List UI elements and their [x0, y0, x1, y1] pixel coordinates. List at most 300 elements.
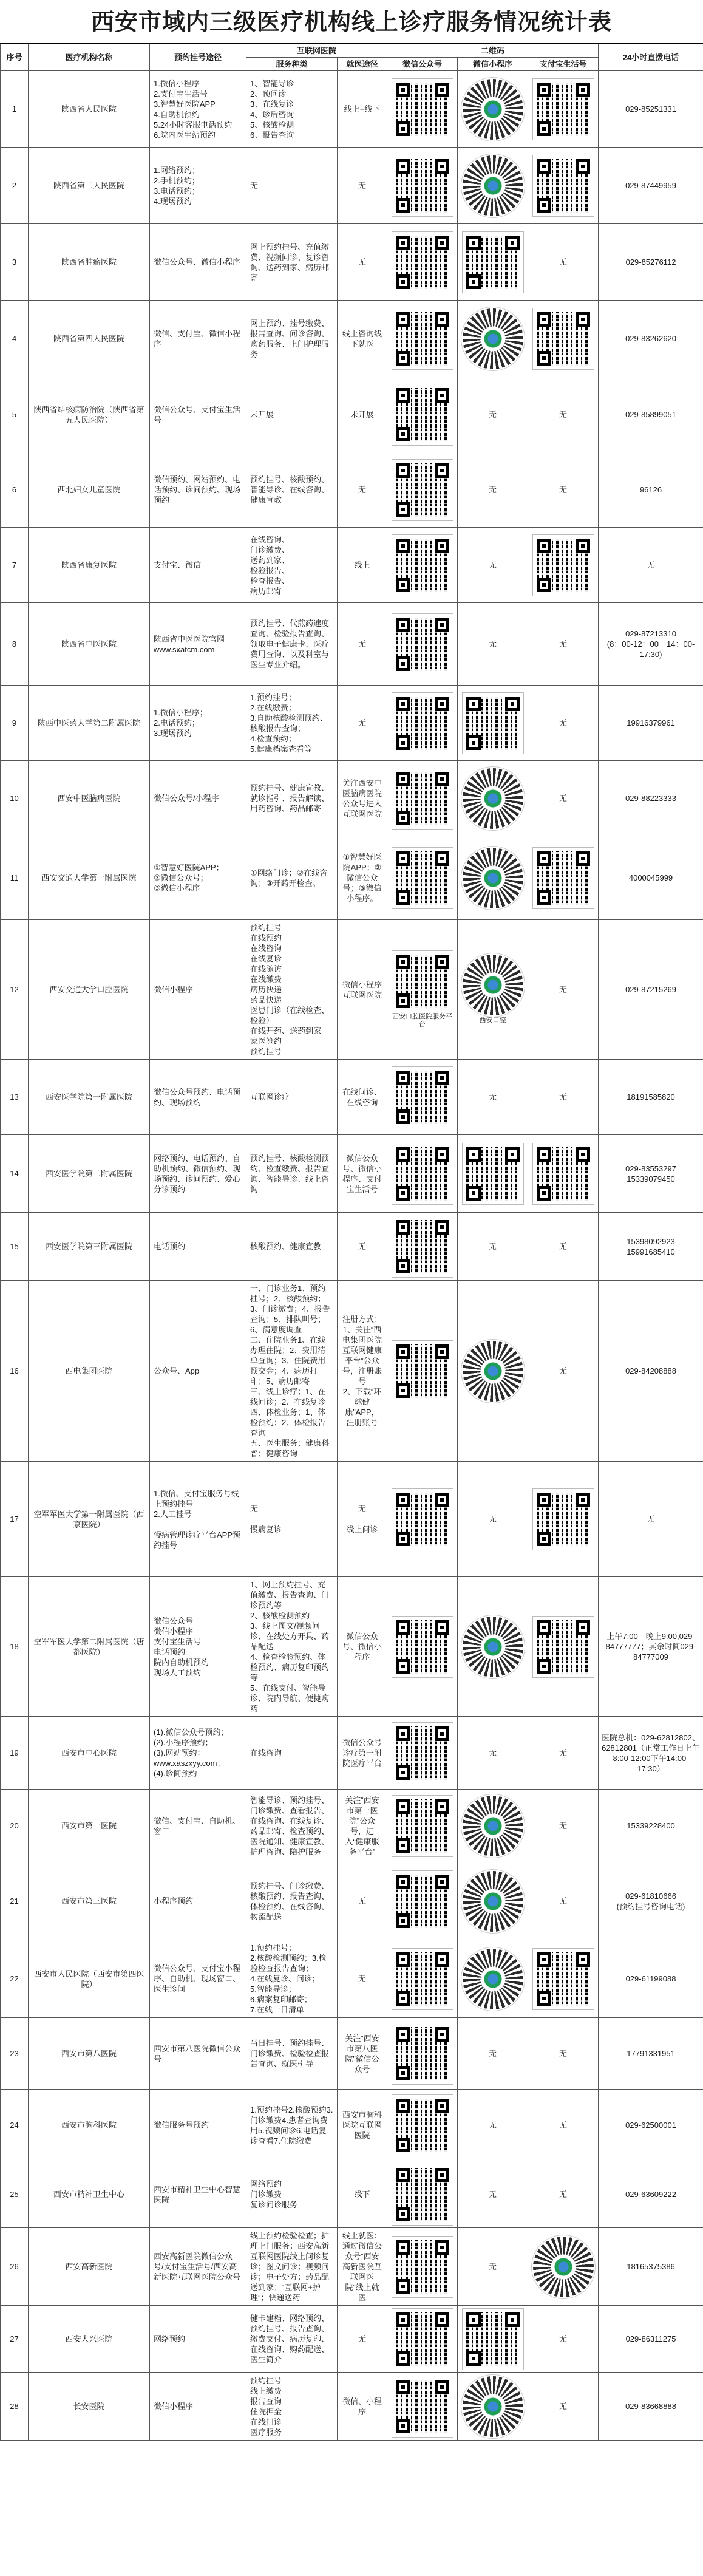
row-number: 15 [1, 1213, 29, 1281]
qr-finder-pattern [505, 697, 520, 711]
qr-code-icon[interactable] [392, 693, 453, 754]
alipay-qr-none: 无 [559, 794, 568, 803]
qr-code-icon[interactable] [392, 848, 453, 908]
miniprogram-code-icon[interactable] [463, 955, 523, 1015]
row-number: 16 [1, 1281, 29, 1462]
qr-code-icon[interactable] [392, 1216, 453, 1277]
row-number: 6 [1, 452, 29, 528]
qr-finder-pattern [396, 1838, 410, 1853]
hotline-number: 029-63609222 [599, 2161, 703, 2228]
qr-code-icon[interactable] [392, 2095, 453, 2156]
appointment-channels: 网络预约 [150, 2306, 246, 2373]
header-internet-hospital: 互联网医院 [246, 44, 387, 58]
qr-finder-pattern [435, 312, 449, 327]
visit-entry: 微信小程序互联网医院 [338, 920, 387, 1060]
miniprogram-qr-cell [458, 836, 528, 920]
alipay-qr-cell [528, 2018, 599, 2090]
qr-finder-pattern [396, 1765, 410, 1780]
miniprogram-code-icon[interactable] [533, 2237, 594, 2297]
page-title: 西安市域内三级医疗机构线上诊疗服务情况统计表 [0, 0, 703, 44]
miniprogram-qr-cell [458, 224, 528, 301]
qr-code-icon[interactable] [463, 693, 523, 754]
qr-finder-pattern [396, 811, 410, 825]
table-row [1, 1060, 703, 1135]
wechat-qr-cell [387, 301, 458, 377]
qr-finder-pattern [396, 2419, 410, 2433]
appointment-channels: 公众号、App [150, 1281, 246, 1462]
hospital-name: 西安中医脑病医院 [29, 761, 150, 836]
qr-finder-pattern [435, 1493, 449, 1507]
visit-entry: 无 [338, 686, 387, 761]
qr-code-icon[interactable] [392, 1489, 453, 1550]
qr-finder-pattern [396, 1220, 410, 1235]
service-types: 无 慢病复诊 [246, 1462, 338, 1577]
qr-finder-pattern [537, 1147, 551, 1162]
qr-finder-pattern [537, 1952, 551, 1967]
miniprogram-qr-cell [458, 528, 528, 603]
qr-finder-pattern [396, 198, 410, 213]
qr-code-icon[interactable] [533, 155, 594, 216]
table-row [1, 836, 703, 920]
alipay-qr-none: 无 [559, 718, 568, 727]
qr-finder-pattern [576, 159, 590, 174]
service-types: 未开展 [246, 377, 338, 452]
hotline-number: 医院总机：029-62812802、62812801（正常工作日上午8:00-12:00下午14:00-17:30） [599, 1717, 703, 1790]
qr-finder-pattern [396, 312, 410, 327]
row-number: 22 [1, 1940, 29, 2018]
miniprogram-code-icon[interactable] [463, 848, 523, 908]
service-types: 预约挂号 线上缴费 报告查询 住院押金 在线门诊 医疗服务 [246, 2373, 338, 2441]
qr-finder-pattern [396, 2168, 410, 2182]
table-row [1, 1717, 703, 1790]
appointment-channels: 微信小程序 [150, 2373, 246, 2441]
miniprogram-qr-cell [458, 603, 528, 686]
qr-code-icon[interactable] [392, 460, 453, 520]
qr-finder-pattern [396, 1726, 410, 1741]
qr-finder-pattern [396, 2066, 410, 2080]
qr-finder-pattern [396, 955, 410, 969]
qr-code-icon[interactable] [392, 1723, 453, 1784]
wechat-qr-cell [387, 2373, 458, 2441]
qr-caption: 西安口腔医院服务平台 [392, 1012, 453, 1028]
miniprogram-qr-cell [458, 148, 528, 224]
hotline-number: 029-87213310 (8：00-12：00 14：00-17:30) [599, 603, 703, 686]
qr-finder-pattern [396, 236, 410, 250]
qr-finder-pattern [435, 2240, 449, 2255]
miniprogram-code-icon[interactable] [463, 768, 523, 829]
qr-finder-pattern [537, 83, 551, 97]
qr-finder-pattern [435, 1620, 449, 1635]
appointment-channels: 1.微信小程序 2.支付宝生活号 3.智慧好医院APP 4.自助机预约 5.24小时客服电话预约 6.院内医生站预约 [150, 71, 246, 148]
qr-code-icon[interactable] [392, 1143, 453, 1204]
hospital-name: 西安市人民医院（西安市第四医院） [29, 1940, 150, 2018]
qr-finder-pattern [396, 159, 410, 174]
qr-finder-pattern [537, 890, 551, 905]
header-name: 医疗机构名称 [29, 44, 150, 71]
qr-code-icon[interactable] [392, 2023, 453, 2084]
appointment-channels: 西安市第八医院微信公众号 [150, 2018, 246, 2090]
header-no: 序号 [1, 44, 29, 71]
qr-finder-pattern [435, 1071, 449, 1085]
hospital-name: 西安医学院第一附属医院 [29, 1060, 150, 1135]
miniprogram-qr-cell [458, 1135, 528, 1213]
table-row [1, 686, 703, 761]
qr-code-icon[interactable] [533, 535, 594, 596]
wechat-qr-cell [387, 836, 458, 920]
table-row [1, 2373, 703, 2441]
qr-finder-pattern [435, 2312, 449, 2327]
visit-entry: 无 [338, 148, 387, 224]
qr-code-icon[interactable] [392, 2164, 453, 2225]
miniprogram-qr-cell [458, 71, 528, 148]
qr-code-icon[interactable] [533, 1489, 594, 1550]
qr-finder-pattern [435, 618, 449, 632]
qr-finder-pattern [505, 1147, 520, 1162]
qr-code-icon[interactable] [392, 1617, 453, 1677]
qr-finder-pattern [435, 1344, 449, 1359]
hotline-number: 029-83553297 15339079450 [599, 1135, 703, 1213]
hospital-name: 西安市精神卫生中心 [29, 2161, 150, 2228]
alipay-qr-none: 无 [559, 985, 568, 994]
wechat-qr-cell [387, 1060, 458, 1135]
qr-code-icon[interactable] [392, 535, 453, 596]
qr-code-icon[interactable] [463, 232, 523, 293]
alipay-qr-cell [528, 1462, 599, 1577]
row-number: 25 [1, 2161, 29, 2228]
qr-code-icon[interactable] [392, 2376, 453, 2437]
qr-finder-pattern [396, 388, 410, 403]
hotline-number: 上午7:00—晚上9:00,029-84777777；其余时间029-84777009 [599, 1577, 703, 1717]
service-types: 当日挂号、预约挂号、门诊缴费、检验检查报告查询、就医引导 [246, 2018, 338, 2090]
visit-entry: 线上就医：通过微信公众号“西安高新医院互联网医院”线上就医 [338, 2228, 387, 2306]
service-types: 1、智能导诊 2、预问诊 3、在线复诊 4、诊后咨询 5、核酸检测 6、报告查询 [246, 71, 338, 148]
qr-code-icon[interactable] [463, 2309, 523, 2370]
miniprogram-code-icon[interactable] [463, 79, 523, 140]
qr-finder-pattern [396, 539, 410, 553]
hotline-number: 029-86311275 [599, 2306, 703, 2373]
qr-finder-pattern [435, 851, 449, 866]
qr-code-icon[interactable] [392, 2309, 453, 2370]
table-row [1, 2306, 703, 2373]
wechat-qr-cell [387, 224, 458, 301]
qr-finder-pattern [537, 1659, 551, 1674]
miniprogram-qr-cell [458, 2373, 528, 2441]
qr-code-icon[interactable] [533, 1143, 594, 1204]
alipay-qr-none: 无 [559, 1242, 568, 1251]
qr-code-icon[interactable] [392, 384, 453, 445]
wechat-qr-cell [387, 2018, 458, 2090]
qr-code-icon[interactable] [392, 1949, 453, 2009]
qr-code-icon[interactable] [392, 768, 453, 829]
qr-finder-pattern [576, 1952, 590, 1967]
wechat-qr-cell [387, 920, 458, 1060]
qr-code-icon[interactable] [392, 951, 453, 1012]
service-types: 预约挂号、核酸检测预约、检查缴费、报告查询、智能导诊、线上咨询 [246, 1135, 338, 1213]
hotline-number: 029-85251331 [599, 71, 703, 148]
miniprogram-code-icon[interactable] [463, 1341, 523, 1402]
qr-finder-pattern [537, 539, 551, 553]
qr-finder-pattern [396, 2207, 410, 2221]
qr-code-icon[interactable] [533, 79, 594, 140]
service-types: 预约挂号、核酸预约、智能导诊、在线咨询、健康宣教 [246, 452, 338, 528]
miniprogram-qr-cell [458, 1940, 528, 2018]
table-row [1, 1790, 703, 1862]
qr-code-icon[interactable] [392, 614, 453, 675]
alipay-qr-cell [528, 1577, 599, 1717]
miniprogram-qr-cell [458, 1462, 528, 1577]
alipay-qr-none: 无 [559, 2049, 568, 2058]
row-number: 17 [1, 1462, 29, 1577]
qr-finder-pattern [435, 2027, 449, 2042]
miniprogram-code-icon[interactable] [463, 2376, 523, 2437]
qr-finder-pattern [396, 1259, 410, 1273]
visit-entry: 关注“西安市第一医院”公众号，进入“健康服务平台” [338, 1790, 387, 1862]
miniprogram-code-icon[interactable] [463, 308, 523, 369]
hospital-name: 陕西省结核病防治院（陕西省第五人民医院） [29, 377, 150, 452]
hotline-number: 029-88223333 [599, 761, 703, 836]
qr-finder-pattern [396, 274, 410, 289]
qr-finder-pattern [505, 2312, 520, 2327]
service-types: 智能导诊、预约挂号、门诊缴费、查看报告、在线咨询、在线复诊、药品邮寄、检查预约、医院通知、健康宣教、护理咨询、陪护服务 [246, 1790, 338, 1862]
qr-code-icon[interactable] [463, 1143, 523, 1204]
row-number: 10 [1, 761, 29, 836]
miniprogram-code-icon[interactable] [463, 155, 523, 216]
visit-entry: 无 [338, 603, 387, 686]
visit-entry: 无 [338, 1940, 387, 2018]
header-qr-group: 二维码 [387, 44, 599, 58]
visit-entry: 注册方式：1、关注“西电集团医院互联网健康平台”公众号，注册账号 2、下载“环球健康”APP，注册账号 [338, 1281, 387, 1462]
qr-finder-pattern [396, 1344, 410, 1359]
hotline-number: 029-85276112 [599, 224, 703, 301]
miniprogram-qr-cell [458, 1213, 528, 1281]
qr-finder-pattern [466, 1186, 481, 1201]
appointment-channels: 1.微信小程序； 2.电话预约； 3.现场预约 [150, 686, 246, 761]
qr-finder-pattern [396, 1493, 410, 1507]
appointment-channels: 微信预约、网站预约、电话预约、诊间预约、现场预约 [150, 452, 246, 528]
miniprogram-code-icon[interactable] [463, 1617, 523, 1677]
qr-code-icon[interactable] [392, 308, 453, 369]
qr-finder-pattern [396, 1109, 410, 1124]
qr-code-icon[interactable] [392, 1796, 453, 1856]
hotline-number: 19916379961 [599, 686, 703, 761]
appointment-channels: 微信公众号/小程序 [150, 761, 246, 836]
header-entry: 就医途径 [338, 58, 387, 71]
visit-entry: 无 [338, 224, 387, 301]
miniprogram-qr-cell [458, 301, 528, 377]
qr-finder-pattern [396, 83, 410, 97]
hospital-name: 西安市第八医院 [29, 2018, 150, 2090]
qr-finder-pattern [435, 1875, 449, 1889]
miniprogram-qr-cell [458, 1862, 528, 1940]
hospital-name: 西电集团医院 [29, 1281, 150, 1462]
miniprogram-qr-none: 无 [489, 1092, 497, 1102]
row-number: 11 [1, 836, 29, 920]
qr-finder-pattern [396, 427, 410, 441]
appointment-channels: 网络预约、电话预约、自助机预约、微信预约、现场预约、诊间预约、爱心分诊预约 [150, 1135, 246, 1213]
alipay-qr-none: 无 [559, 2334, 568, 2343]
hospital-name: 西安市中心医院 [29, 1717, 150, 1790]
service-types: 核酸预约、健康宣教 [246, 1213, 338, 1281]
qr-finder-pattern [396, 1147, 410, 1162]
visit-entry: 无 线上问诊 [338, 1462, 387, 1577]
appointment-channels: 陕西省中医医院官网www.sxatcm.com [150, 603, 246, 686]
header-service-type: 服务种类 [246, 58, 338, 71]
wechat-qr-cell [387, 528, 458, 603]
qr-finder-pattern [537, 578, 551, 592]
service-types: 网络预约 门诊缴费 复诊问诊服务 [246, 2161, 338, 2228]
hotline-number: 18165375386 [599, 2228, 703, 2306]
qr-finder-pattern [435, 1799, 449, 1814]
service-types: 1.预约挂号； 2.核酸检测预约；3.检验检查报告查询； 4.在线复诊、问诊； 5.智能导诊； 6.病案复印邮寄； 7.在线一日清单 [246, 1940, 338, 2018]
wechat-qr-cell [387, 1135, 458, 1213]
qr-finder-pattern [435, 2380, 449, 2394]
alipay-qr-cell [528, 377, 599, 452]
qr-code-icon[interactable] [392, 2237, 453, 2297]
qr-code-icon[interactable] [392, 155, 453, 216]
miniprogram-qr-none: 无 [489, 2262, 497, 2271]
row-number: 3 [1, 224, 29, 301]
qr-finder-pattern [396, 1532, 410, 1546]
qr-finder-pattern [396, 121, 410, 136]
qr-finder-pattern [505, 236, 520, 250]
table-row [1, 2090, 703, 2161]
qr-finder-pattern [576, 539, 590, 553]
service-types: 预约挂号、门诊缴费、核酸预约、报告查询、体检预约、在线咨询、物流配送 [246, 1862, 338, 1940]
alipay-qr-cell [528, 761, 599, 836]
wechat-qr-cell [387, 2090, 458, 2161]
qr-code-icon[interactable] [392, 1871, 453, 1932]
alipay-qr-cell [528, 2228, 599, 2306]
miniprogram-qr-cell [458, 1790, 528, 1862]
qr-code-icon[interactable] [533, 848, 594, 908]
alipay-qr-cell [528, 1135, 599, 1213]
qr-finder-pattern [537, 1991, 551, 2006]
miniprogram-qr-cell [458, 377, 528, 452]
hotline-number: 029-83262620 [599, 301, 703, 377]
service-types: 健卡建档、网络预约、预约挂号、报告查询、缴费支付、病历复印、在线咨询、购药配送、医生简介 [246, 2306, 338, 2373]
wechat-qr-cell [387, 686, 458, 761]
appointment-channels: 1.网络预约； 2.手机预约； 3.电话预约； 4.现场预约 [150, 148, 246, 224]
table-row [1, 2228, 703, 2306]
hospital-name: 西安医学院第三附属医院 [29, 1213, 150, 1281]
wechat-qr-cell [387, 2306, 458, 2373]
miniprogram-qr-cell [458, 1060, 528, 1135]
row-number: 26 [1, 2228, 29, 2306]
wechat-qr-cell [387, 761, 458, 836]
qr-finder-pattern [537, 1186, 551, 1201]
miniprogram-qr-cell [458, 2090, 528, 2161]
qr-finder-pattern [396, 1620, 410, 1635]
wechat-qr-cell [387, 2161, 458, 2228]
qr-finder-pattern [435, 1726, 449, 1741]
qr-finder-pattern [396, 2240, 410, 2255]
miniprogram-qr-cell [458, 761, 528, 836]
qr-code-icon[interactable] [533, 308, 594, 369]
wechat-qr-cell [387, 1213, 458, 1281]
row-number: 19 [1, 1717, 29, 1790]
table-row [1, 452, 703, 528]
qr-finder-pattern [435, 2168, 449, 2182]
service-types: 1.预约挂号； 2.在线缴费； 3.自助核酸检测预约、核酸报告查询； 4.检查预约； 5.健康档案查看等 [246, 686, 338, 761]
visit-entry: 微信公众号诊疗第一附院医疗平台 [338, 1717, 387, 1790]
hospital-name: 西安医学院第二附属医院 [29, 1135, 150, 1213]
miniprogram-code-icon[interactable] [463, 1949, 523, 2009]
qr-code-icon[interactable] [533, 1949, 594, 2009]
table-header [1, 44, 703, 71]
row-number: 12 [1, 920, 29, 1060]
appointment-channels: 电话预约 [150, 1213, 246, 1281]
qr-finder-pattern [396, 1991, 410, 2006]
qr-finder-pattern [466, 274, 481, 289]
miniprogram-qr-none: 无 [489, 410, 497, 419]
service-types: 网上预约挂号、充值缴费、视频问诊、复诊咨询、送药到家、病历邮寄 [246, 224, 338, 301]
hotline-number: 029-84208888 [599, 1281, 703, 1462]
service-types: 一、门诊业务1、预约挂号；2、核酸预约；3、门诊缴费；4、报告查询；5、排队叫号；6、满意度调查 二、住院业务1、在线办理住院；2、费用清单查询；3、住院费用预交金；4、病历打印；5、病历邮寄 三、线上诊疗；1、在线问诊；2、在线复诊 四、体检业务；1、体检预约；2、体检报告查询 五、医生服务；健康科普；健康咨询 [246, 1281, 338, 1462]
hotline-number: 15339228400 [599, 1790, 703, 1862]
miniprogram-code-icon[interactable] [463, 1871, 523, 1932]
visit-entry: 微信公众号、微信小程序 [338, 1577, 387, 1717]
hotline-number: 029-61199088 [599, 1940, 703, 2018]
qr-finder-pattern [537, 1620, 551, 1635]
alipay-qr-none: 无 [559, 257, 568, 267]
hospital-name: 西安交通大学口腔医院 [29, 920, 150, 1060]
qr-code-icon[interactable] [392, 1067, 453, 1128]
visit-entry: 无 [338, 1862, 387, 1940]
appointment-channels: 微信、支付宝、自助机、窗口 [150, 1790, 246, 1862]
alipay-qr-none: 无 [559, 2402, 568, 2411]
qr-code-icon[interactable] [533, 1617, 594, 1677]
miniprogram-qr-none: 无 [489, 639, 497, 649]
qr-code-icon[interactable] [392, 232, 453, 293]
wechat-qr-cell [387, 1717, 458, 1790]
row-number: 8 [1, 603, 29, 686]
miniprogram-code-icon[interactable] [463, 1796, 523, 1856]
visit-entry: 关注“西安市第八医院”微信公众号 [338, 2018, 387, 2090]
row-number: 1 [1, 71, 29, 148]
qr-finder-pattern [396, 2279, 410, 2294]
table-row [1, 1462, 703, 1577]
qr-finder-pattern [396, 1799, 410, 1814]
appointment-channels: (1).微信公众号预约； (2).小程序预约； (3).网站预约：www.xaszxyy.com； (4).诊间预约 [150, 1717, 246, 1790]
row-number: 28 [1, 2373, 29, 2441]
table-row [1, 1135, 703, 1213]
row-number: 24 [1, 2090, 29, 2161]
hospital-name: 空军军医大学第二附属医院（唐都医院） [29, 1577, 150, 1717]
wechat-qr-cell [387, 148, 458, 224]
row-number: 27 [1, 2306, 29, 2373]
table-row [1, 2018, 703, 2090]
qr-code-icon[interactable] [392, 1341, 453, 1402]
header-alipay: 支付宝生活号 [528, 58, 599, 71]
row-number: 4 [1, 301, 29, 377]
alipay-qr-cell [528, 920, 599, 1060]
miniprogram-qr-cell [458, 1281, 528, 1462]
hospital-name: 陕西中医药大学第二附属医院 [29, 686, 150, 761]
miniprogram-qr-none: 无 [489, 2190, 497, 2199]
appointment-channels: 微信公众号 微信小程序 支付宝生活号 电话预约 院内自助机预约 现场人工预约 [150, 1577, 246, 1717]
qr-finder-pattern [435, 159, 449, 174]
miniprogram-qr-cell [458, 1577, 528, 1717]
hospital-name: 西安大兴医院 [29, 2306, 150, 2373]
service-types: 在线咨询 [246, 1717, 338, 1790]
qr-code-icon[interactable] [392, 79, 453, 140]
qr-finder-pattern [396, 656, 410, 671]
qr-finder-pattern [576, 83, 590, 97]
miniprogram-qr-none: 无 [489, 485, 497, 494]
qr-finder-pattern [537, 851, 551, 866]
visit-entry: 在线问诊、在线咨询 [338, 1060, 387, 1135]
qr-finder-pattern [537, 351, 551, 366]
